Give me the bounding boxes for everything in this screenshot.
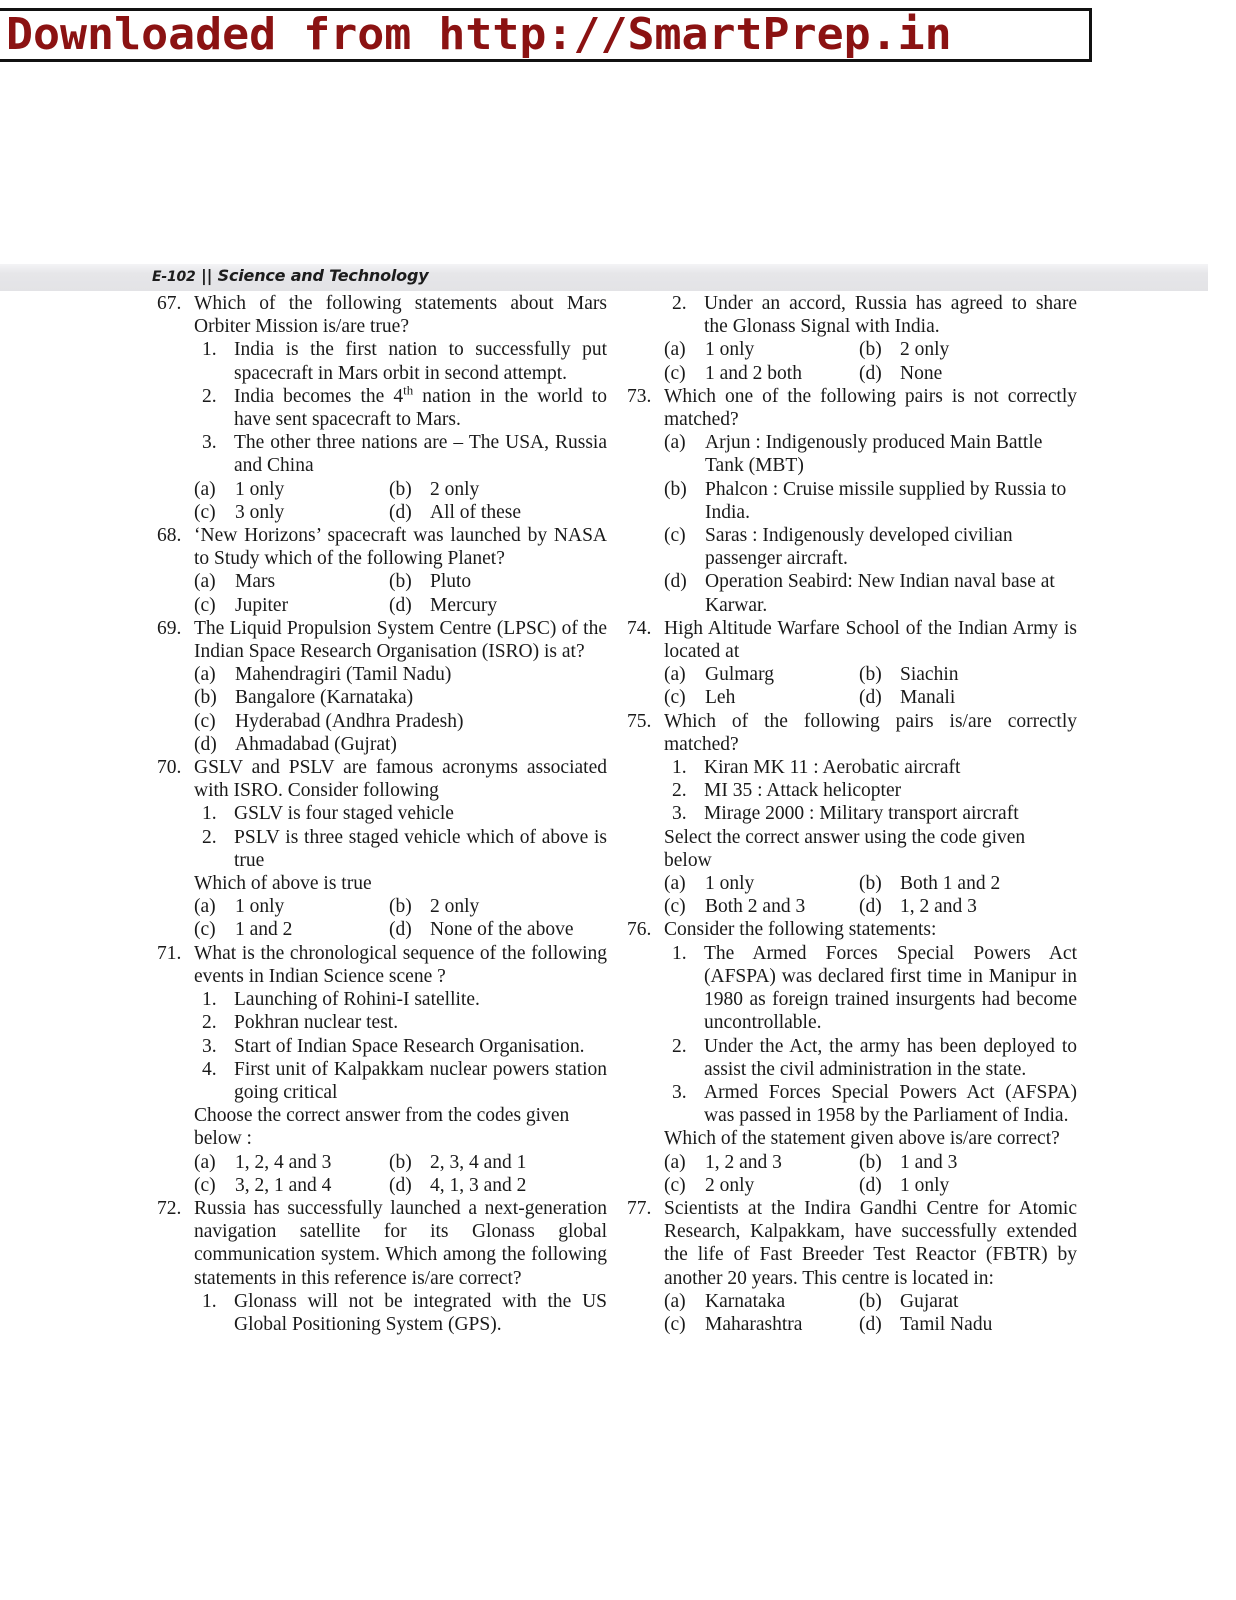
- option-key: (c): [664, 1174, 686, 1196]
- option-value: Operation Seabird: New Indian naval base at Karwar.: [705, 571, 1055, 616]
- option-key: (d): [194, 733, 217, 755]
- option-item[interactable]: [859, 1174, 1077, 1197]
- option-item[interactable]: [859, 686, 1077, 709]
- option-value: 1 and 3: [900, 1151, 958, 1173]
- option-key: (a): [194, 896, 216, 918]
- statement-item: [194, 385, 607, 431]
- question-indent: [664, 663, 1077, 709]
- option-key: (d): [859, 1174, 882, 1196]
- option-item[interactable]: [664, 338, 859, 361]
- question-number: 76.: [627, 919, 652, 941]
- option-item[interactable]: [194, 594, 389, 617]
- option-list: [664, 338, 1077, 384]
- option-value: 1 only: [705, 339, 755, 361]
- question-body: [194, 617, 607, 663]
- option-item[interactable]: [664, 570, 1077, 616]
- question-block: [622, 385, 1077, 431]
- question-indent: [194, 570, 607, 616]
- question-number: 77.: [627, 1197, 652, 1219]
- option-key: (a): [194, 664, 216, 686]
- option-value: Gujarat: [900, 1290, 959, 1312]
- statement-text: Mirage 2000 : Military transport aircraft: [704, 803, 1019, 825]
- option-item[interactable]: [664, 1151, 859, 1174]
- option-item[interactable]: [194, 501, 389, 524]
- option-item[interactable]: [194, 733, 607, 756]
- option-value: Both 2 and 3: [705, 896, 806, 918]
- option-key: (c): [194, 919, 216, 941]
- statement-number: 2.: [672, 780, 687, 802]
- statement-text: Armed Forces Special Powers Act (AFSPA) was passed in 1958 by the Parliament of India.: [704, 1081, 1077, 1127]
- question-body: [194, 524, 607, 570]
- option-item[interactable]: [194, 663, 607, 686]
- statement-item: [194, 802, 607, 825]
- option-item[interactable]: [859, 895, 1077, 918]
- question-body: [194, 1197, 607, 1290]
- question-text: The Liquid Propulsion System Centre (LPSC) of the Indian Space Research Organisation (ISRO) is at?: [194, 617, 607, 663]
- option-value: Phalcon : Cruise missile supplied by Russia to India.: [705, 478, 1067, 523]
- question-block: [152, 617, 607, 663]
- option-key: (d): [389, 501, 412, 523]
- question-body: [664, 918, 1077, 941]
- question-column-left: [152, 292, 607, 1336]
- option-value: 2 only: [705, 1174, 755, 1196]
- option-item[interactable]: [389, 918, 607, 941]
- question-indent: [194, 802, 607, 941]
- option-list: [194, 1151, 607, 1197]
- option-value: 3, 2, 1 and 4: [235, 1174, 332, 1196]
- question-instruction: Which of the statement given above is/are correct?: [664, 1128, 1060, 1150]
- question-number: 73.: [627, 385, 652, 407]
- option-key: (a): [664, 873, 686, 895]
- option-item[interactable]: [194, 570, 389, 593]
- option-value: 1, 2 and 3: [900, 896, 977, 918]
- option-value: Mercury: [430, 594, 498, 616]
- option-value: Both 1 and 2: [900, 873, 1001, 895]
- option-item[interactable]: [664, 663, 859, 686]
- option-list: [664, 1290, 1077, 1336]
- option-item[interactable]: [664, 478, 1077, 524]
- question-body: [194, 942, 607, 988]
- option-key: (b): [389, 1151, 412, 1173]
- question-column-right: [622, 292, 1077, 1336]
- option-item[interactable]: [664, 524, 1077, 570]
- option-item[interactable]: [389, 501, 607, 524]
- option-item[interactable]: [194, 918, 389, 941]
- option-value: 4, 1, 3 and 2: [430, 1174, 527, 1196]
- question-text: Scientists at the Indira Gandhi Centre for Atomic Research, Kalpakkam, have successfully extended the life of Fast Breeder Test Reactor (FBTR) by another 20 years. This centre is located in:: [664, 1197, 1077, 1289]
- statement-number: 2.: [202, 1012, 217, 1034]
- option-item[interactable]: [194, 686, 607, 709]
- option-key: (b): [859, 873, 882, 895]
- question-body: [194, 292, 607, 338]
- option-value: 1 only: [235, 478, 285, 500]
- statement-item: [194, 826, 607, 872]
- option-value: 2 only: [900, 339, 950, 361]
- question-block: [152, 292, 607, 338]
- option-item[interactable]: [194, 710, 607, 733]
- question-text: Which one of the following pairs is not correctly matched?: [664, 385, 1077, 431]
- option-item[interactable]: [389, 594, 607, 617]
- option-key: (a): [664, 432, 686, 454]
- option-value: None of the above: [430, 919, 574, 941]
- question-number: 69.: [157, 617, 182, 639]
- option-key: (c): [194, 1174, 216, 1196]
- option-value: 1 and 2: [235, 919, 293, 941]
- option-value: 3 only: [235, 501, 285, 523]
- option-key: (d): [859, 687, 882, 709]
- option-key: (b): [859, 339, 882, 361]
- option-item[interactable]: [389, 478, 607, 501]
- statement-number: 3.: [202, 1035, 217, 1057]
- statement-text: The Armed Forces Special Powers Act (AFSPA) was declared first time in Manipur in 1980 as foreign trained insurgents had become uncontrollable.: [704, 942, 1077, 1034]
- statement-item: [664, 1035, 1077, 1081]
- option-value: Tamil Nadu: [900, 1313, 993, 1335]
- option-key: (c): [664, 687, 686, 709]
- option-value: Hyderabad (Andhra Pradesh): [235, 710, 464, 732]
- question-block: [622, 710, 1077, 756]
- download-watermark-banner: [0, 8, 1092, 62]
- option-value: 2 only: [430, 896, 480, 918]
- option-item[interactable]: [664, 895, 859, 918]
- statement-text: GSLV is four staged vehicle: [234, 803, 454, 825]
- option-item[interactable]: [664, 362, 859, 385]
- question-number: 70.: [157, 757, 182, 779]
- option-list: [194, 895, 607, 941]
- option-value: Pluto: [430, 571, 472, 593]
- statement-text: PSLV is three staged vehicle which of above is true: [234, 826, 607, 871]
- question-text: GSLV and PSLV are famous acronyms associated with ISRO. Consider following: [194, 757, 607, 802]
- option-value: All of these: [430, 501, 521, 523]
- option-item[interactable]: [664, 1290, 859, 1313]
- statement-item: [664, 779, 1077, 802]
- option-key: (b): [664, 478, 687, 500]
- question-number: 75.: [627, 710, 652, 732]
- statement-number: 4.: [202, 1058, 217, 1080]
- statement-number: 1.: [202, 989, 217, 1011]
- statement-text: MI 35 : Attack helicopter: [704, 780, 902, 802]
- statement-number: 2.: [202, 385, 217, 407]
- option-key: (b): [389, 571, 412, 593]
- question-block: [152, 1197, 607, 1290]
- question-body: [664, 1197, 1077, 1290]
- option-item[interactable]: [859, 1313, 1077, 1336]
- question-text: Which of the following pairs is/are correctly matched?: [664, 710, 1077, 755]
- statement-number: 3.: [202, 432, 217, 454]
- question-text: Which of the following statements about Mars Orbiter Mission is/are true?: [194, 293, 607, 338]
- statement-number: 2.: [202, 826, 217, 848]
- option-key: (d): [389, 594, 412, 616]
- statement-item: [194, 988, 607, 1011]
- option-item[interactable]: [859, 1290, 1077, 1313]
- question-block: [152, 524, 607, 570]
- option-key: (b): [389, 896, 412, 918]
- question-indent: [194, 988, 607, 1197]
- question-number: 74.: [627, 617, 652, 639]
- option-item[interactable]: [194, 895, 389, 918]
- statement-number: 1.: [672, 757, 687, 779]
- option-value: Mahendragiri (Tamil Nadu): [235, 664, 452, 686]
- option-key: (d): [389, 919, 412, 941]
- option-key: (b): [859, 1290, 882, 1312]
- option-list: [664, 1151, 1077, 1197]
- option-item[interactable]: [194, 478, 389, 501]
- question-text: ‘New Horizons’ spacecraft was launched by NASA to Study which of the following Planet?: [194, 525, 607, 570]
- statement-number: 1.: [202, 339, 217, 361]
- option-list: [194, 478, 607, 524]
- statement-item: [664, 1081, 1077, 1127]
- statement-text: India is the first nation to successfully put spacecraft in Mars orbit in second attempt.: [234, 339, 607, 384]
- question-instruction: Which of above is true: [194, 873, 372, 895]
- option-key: (b): [194, 687, 217, 709]
- option-key: (b): [389, 478, 412, 500]
- statement-number: 2.: [672, 1035, 687, 1057]
- option-item[interactable]: [389, 895, 607, 918]
- option-value: 1 only: [235, 896, 285, 918]
- option-item[interactable]: [859, 872, 1077, 895]
- statement-item: [194, 1058, 607, 1104]
- option-value: Leh: [705, 687, 736, 709]
- option-key: (a): [194, 571, 216, 593]
- section-title: Science and Technology: [217, 266, 429, 285]
- question-number: 67.: [157, 293, 182, 314]
- option-key: (c): [194, 501, 216, 523]
- option-item[interactable]: [859, 338, 1077, 361]
- question-block: [152, 756, 607, 802]
- statement-text: The other three nations are – The USA, Russia and China: [234, 432, 607, 477]
- statement-item: [194, 338, 607, 384]
- question-indent: [664, 431, 1077, 617]
- page-code: E-102: [152, 269, 196, 285]
- option-key: (c): [664, 896, 686, 918]
- option-key: (a): [664, 1290, 686, 1312]
- option-key: (d): [389, 1174, 412, 1196]
- option-item[interactable]: [859, 663, 1077, 686]
- statement-text: First unit of Kalpakkam nuclear powers station going critical: [234, 1058, 607, 1103]
- statement-number: 1.: [202, 1290, 217, 1312]
- statement-item: [194, 1011, 607, 1034]
- question-indent: [194, 663, 607, 756]
- running-head-separator: ||: [200, 266, 213, 285]
- question-body: [664, 617, 1077, 663]
- statement-item: [664, 292, 1077, 338]
- option-value: 1, 2 and 3: [705, 1151, 782, 1173]
- statement-item: [664, 942, 1077, 1035]
- option-item[interactable]: [664, 686, 859, 709]
- option-key: (c): [664, 362, 686, 384]
- question-indent: [664, 942, 1077, 1197]
- question-body: [664, 710, 1077, 756]
- statement-text: Launching of Rohini-I satellite.: [234, 989, 480, 1011]
- option-value: 1 only: [900, 1174, 950, 1196]
- option-key: (d): [664, 571, 687, 593]
- option-key: (d): [859, 896, 882, 918]
- question-instruction: Choose the correct answer from the codes given below :: [194, 1105, 570, 1150]
- option-key: (c): [194, 594, 216, 616]
- question-block: [622, 918, 1077, 941]
- statement-item: [664, 756, 1077, 779]
- option-value: 2, 3, 4 and 1: [430, 1151, 527, 1173]
- question-body: [664, 385, 1077, 431]
- option-value: 1 only: [705, 873, 755, 895]
- option-value: Siachin: [900, 664, 959, 686]
- question-body: [194, 756, 607, 802]
- statement-item: [664, 802, 1077, 825]
- statement-text: Under an accord, Russia has agreed to share the Glonass Signal with India.: [704, 293, 1077, 338]
- option-key: (d): [859, 362, 882, 384]
- option-list: [194, 663, 607, 756]
- option-key: (a): [664, 664, 686, 686]
- option-value: Karnataka: [705, 1290, 786, 1312]
- statement-text: Pokhran nuclear test.: [234, 1012, 399, 1034]
- option-item[interactable]: [194, 1174, 389, 1197]
- option-value: Gulmarg: [705, 664, 774, 686]
- option-key: (c): [194, 710, 216, 732]
- option-item[interactable]: [859, 1151, 1077, 1174]
- question-number: 71.: [157, 942, 182, 964]
- option-value: Arjun : Indigenously produced Main Battle Tank (MBT): [705, 432, 1043, 477]
- option-value: Saras : Indigenously developed civilian passenger aircraft.: [705, 525, 1013, 570]
- option-key: (c): [664, 1313, 686, 1335]
- option-item[interactable]: [664, 1313, 859, 1336]
- question-text: What is the chronological sequence of the following events in Indian Science scene ?: [194, 942, 607, 987]
- option-value: Bangalore (Karnataka): [235, 687, 414, 709]
- question-instruction: Select the correct answer using the code given below: [664, 826, 1026, 871]
- statement-number: 2.: [672, 293, 687, 314]
- question-text: Consider the following statements:: [664, 919, 937, 941]
- option-key: (b): [859, 664, 882, 686]
- option-item[interactable]: [664, 1174, 859, 1197]
- option-list: [664, 872, 1077, 918]
- option-list: [664, 663, 1077, 709]
- statement-number: 1.: [202, 803, 217, 825]
- question-indent: [664, 292, 1077, 385]
- question-block: [622, 1197, 1077, 1290]
- statement-text: India becomes the 4th nation in the world to have sent spacecraft to Mars.: [234, 383, 607, 431]
- statement-text: Start of Indian Space Research Organisation.: [234, 1035, 585, 1057]
- statement-item: [194, 1290, 607, 1336]
- question-number: 68.: [157, 525, 182, 547]
- option-value: 2 only: [430, 478, 480, 500]
- statement-number: 3.: [672, 1081, 687, 1103]
- option-key: (a): [194, 1151, 216, 1173]
- question-text: Russia has successfully launched a next-generation navigation satellite for its Glonass global communication system. Which among the following statements in this reference is/are correct?: [194, 1197, 607, 1289]
- option-item[interactable]: [389, 1174, 607, 1197]
- question-indent: [664, 1290, 1077, 1336]
- option-value: Ahmadabad (Gujrat): [235, 733, 397, 755]
- statement-text: Under the Act, the army has been deployed to assist the civil administration in the state.: [704, 1035, 1077, 1080]
- question-block: [622, 617, 1077, 663]
- running-head-label: [152, 266, 428, 285]
- option-item[interactable]: [389, 570, 607, 593]
- option-key: (a): [664, 1151, 686, 1173]
- option-item[interactable]: [389, 1151, 607, 1174]
- question-indent: [194, 338, 607, 524]
- option-value: 1, 2, 4 and 3: [235, 1151, 332, 1173]
- statement-number: 3.: [672, 803, 687, 825]
- option-item[interactable]: [859, 362, 1077, 385]
- option-key: (a): [194, 478, 216, 500]
- option-value: None: [900, 362, 943, 384]
- option-key: (b): [859, 1151, 882, 1173]
- statement-text: Kiran MK 11 : Aerobatic aircraft: [704, 757, 961, 779]
- question-text: High Altitude Warfare School of the Indian Army is located at: [664, 617, 1077, 663]
- question-block: [152, 942, 607, 988]
- statement-number: 1.: [672, 942, 687, 964]
- option-item[interactable]: [664, 872, 859, 895]
- option-list: [194, 570, 607, 616]
- question-indent: [194, 1290, 607, 1336]
- option-value: Manali: [900, 687, 956, 709]
- option-value: Maharashtra: [705, 1313, 803, 1335]
- option-item[interactable]: [664, 431, 1077, 477]
- option-value: 1 and 2 both: [705, 362, 802, 384]
- question-indent: [664, 756, 1077, 918]
- statement-item: [194, 1035, 607, 1058]
- option-key: (d): [859, 1313, 882, 1335]
- watermark-text: Downloaded from http://SmartPrep.in: [6, 9, 952, 60]
- option-value: Mars: [235, 571, 276, 593]
- option-list: [664, 431, 1077, 617]
- statement-item: [194, 431, 607, 477]
- question-number: 72.: [157, 1197, 182, 1219]
- option-value: Jupiter: [235, 594, 289, 616]
- statement-text: Glonass will not be integrated with the US Global Positioning System (GPS).: [234, 1290, 607, 1335]
- option-key: (c): [664, 525, 686, 547]
- option-item[interactable]: [194, 1151, 389, 1174]
- option-key: (a): [664, 339, 686, 361]
